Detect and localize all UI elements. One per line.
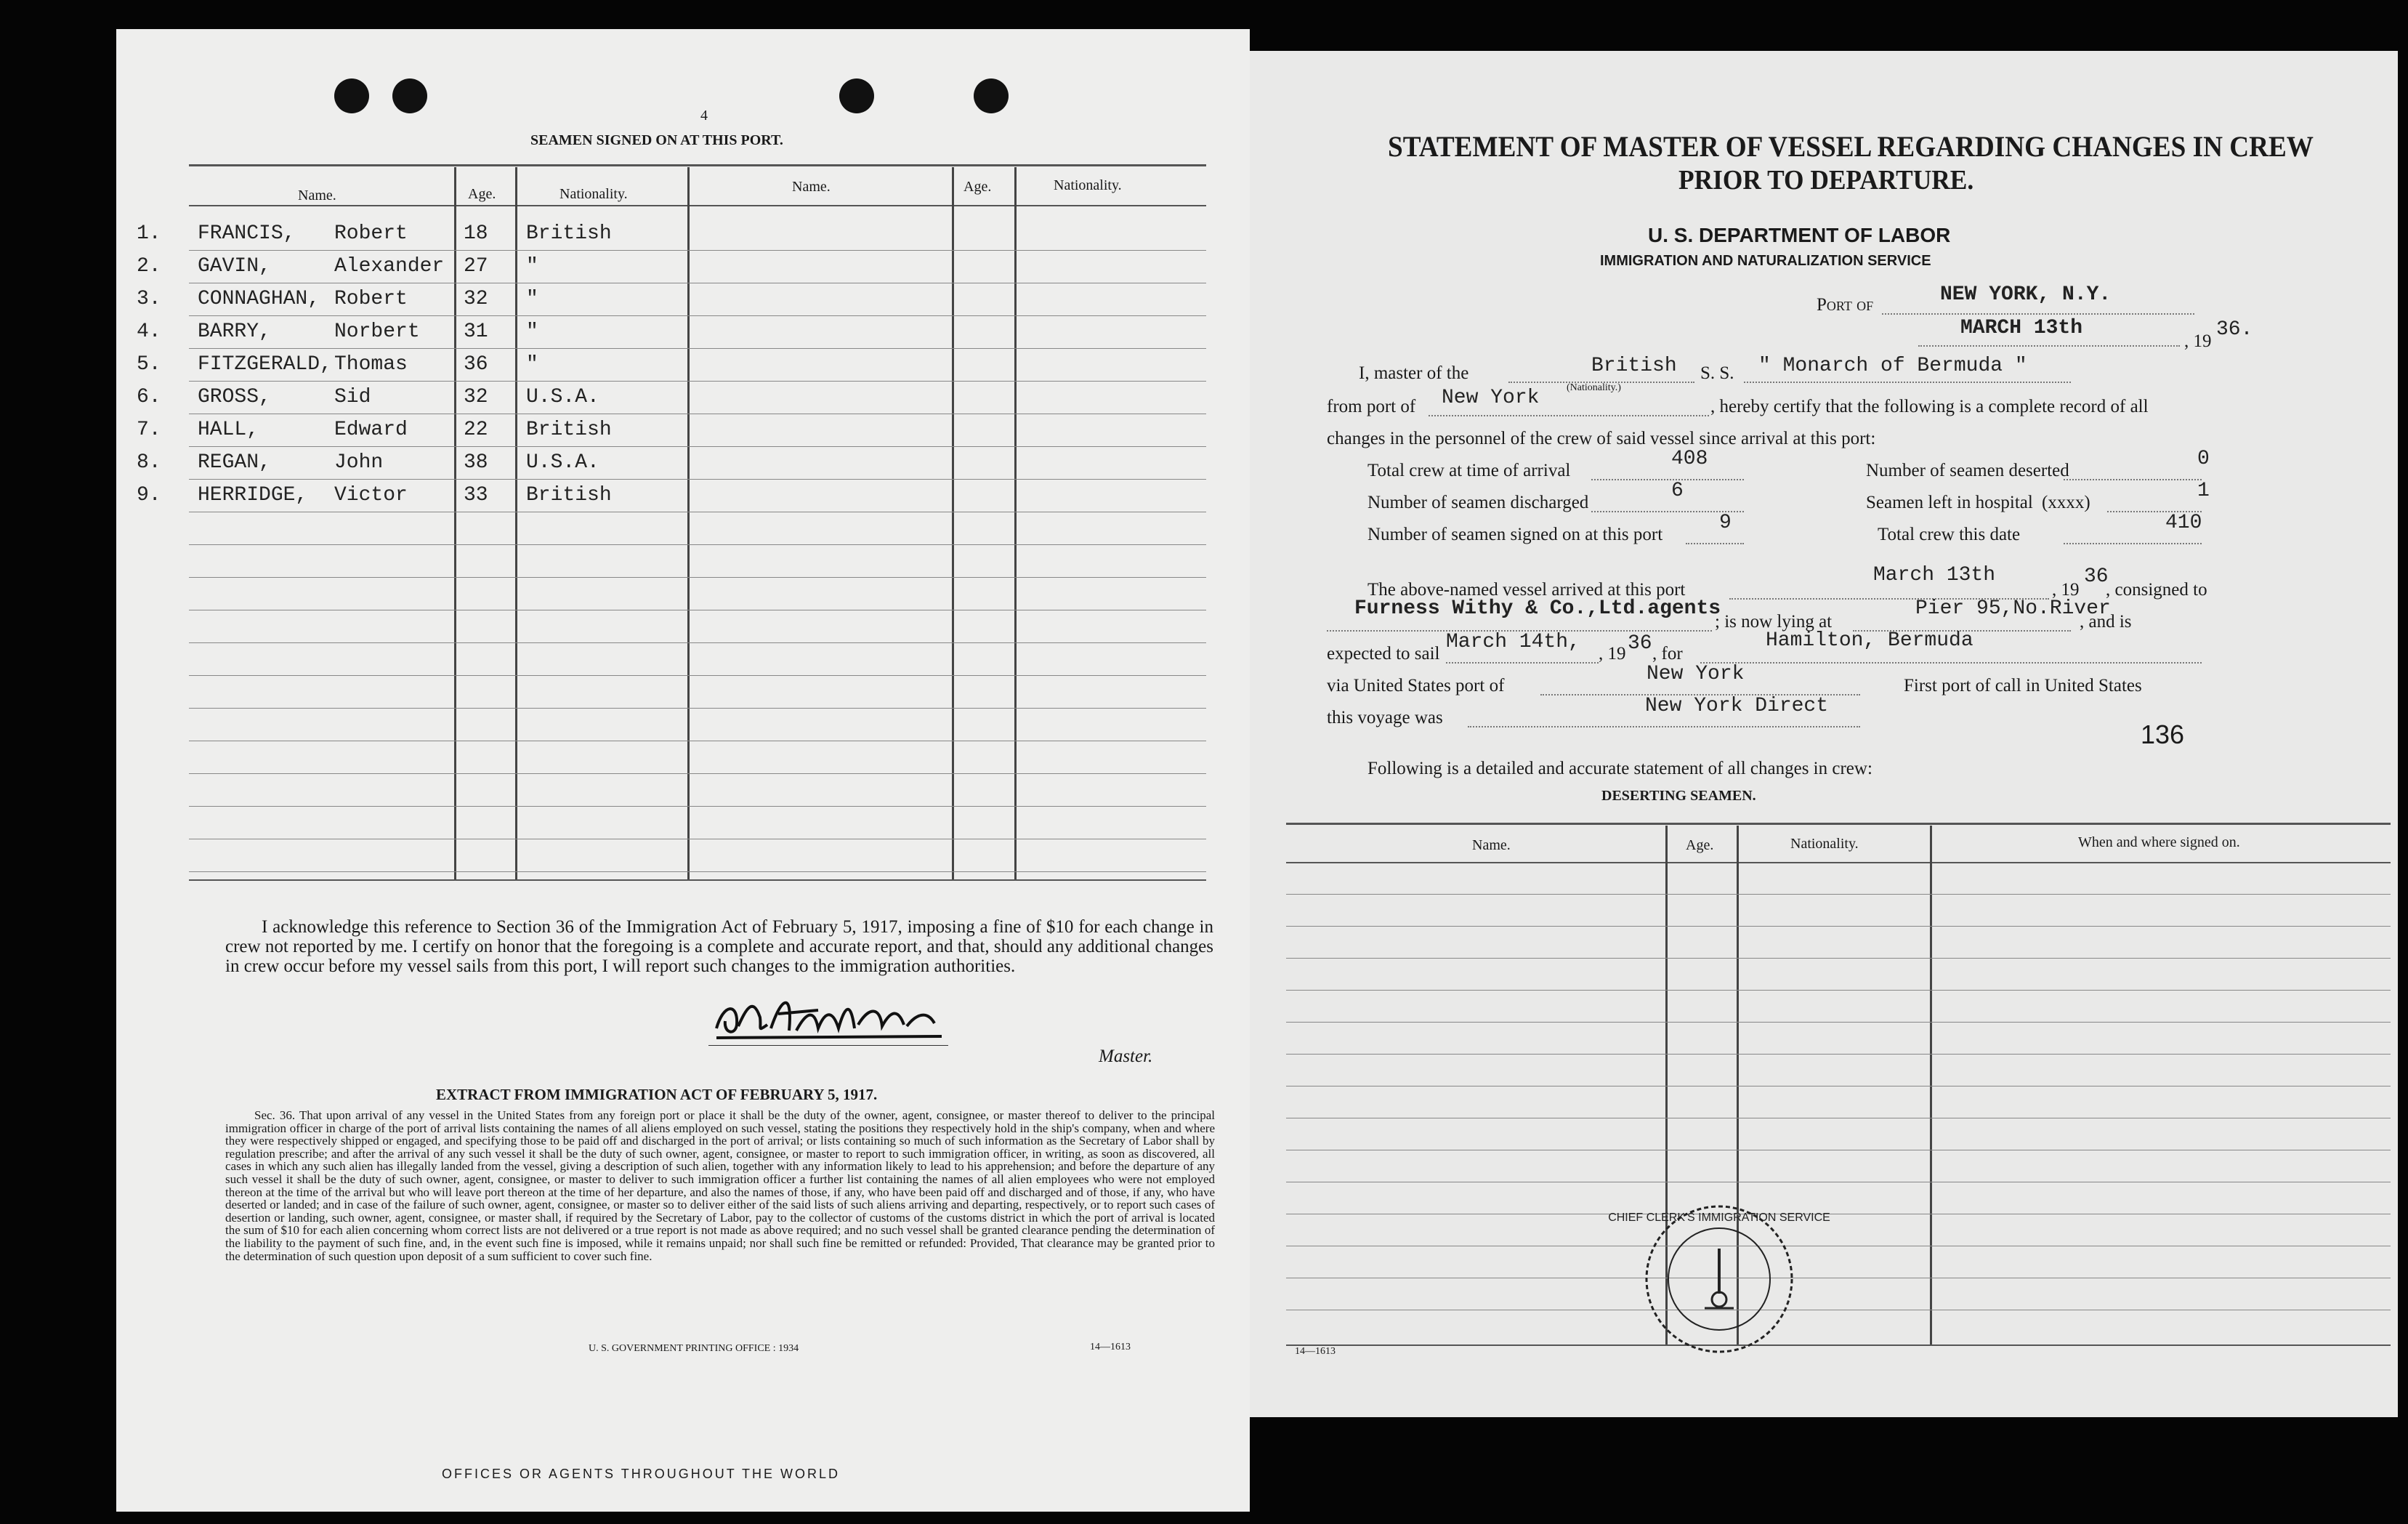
seaman-nationality: "	[526, 255, 538, 278]
department: U. S. DEPARTMENT OF LABOR	[1648, 224, 1951, 246]
via-value: New York	[1647, 663, 1745, 685]
seaman-given-name: John	[334, 451, 384, 474]
row-rule	[1286, 926, 2391, 927]
ship-value: " Monarch of Bermuda "	[1758, 355, 2027, 377]
stamp-text: CHIEF CLERK'S IMMIGRATION SERVICE	[1608, 1211, 1830, 1224]
row-number: 1.	[137, 222, 161, 245]
bottom-text: OFFICES OR AGENTS THROUGHOUT THE WORLD	[442, 1467, 841, 1481]
year-value: 36.	[2216, 318, 2253, 341]
row-rule	[189, 479, 1206, 480]
column-divider	[952, 167, 954, 879]
seaman-age: 32	[464, 386, 488, 408]
seaman-age: 27	[464, 255, 488, 278]
seaman-surname: BARRY,	[198, 320, 271, 343]
seaman-given-name: Thomas	[334, 353, 408, 376]
form-number-left: 14—1613	[1090, 1342, 1131, 1352]
column-divider	[515, 167, 517, 879]
via-label: via United States port of	[1327, 676, 1505, 696]
row-rule	[189, 871, 1206, 872]
arrived-year-value: 36	[2084, 565, 2109, 588]
ss-label: S. S.	[1700, 363, 1734, 383]
arrived-year-prefix: , 19	[2052, 580, 2080, 600]
section-title: SEAMEN SIGNED ON AT THIS PORT.	[530, 132, 783, 148]
seaman-nationality: U.S.A.	[526, 386, 599, 408]
left-page	[116, 29, 1250, 1512]
row-number: 4.	[137, 320, 161, 343]
seaman-given-name: Edward	[334, 419, 408, 441]
row-rule	[189, 315, 1206, 316]
seaman-surname: HERRIDGE,	[198, 484, 308, 507]
seaman-given-name: Robert	[334, 222, 408, 245]
row-rule	[189, 773, 1206, 774]
seaman-given-name: Sid	[334, 386, 371, 408]
row-rule	[1286, 958, 2391, 959]
deserted-value: 0	[2197, 448, 2210, 470]
row-rule	[189, 708, 1206, 709]
stamp-number: 136	[2141, 719, 2185, 749]
seaman-nationality: "	[526, 320, 538, 343]
row-number: 2.	[137, 255, 161, 278]
acknowledgement-text: I acknowledge this reference to Section 36 of the Immigration Act of February 5, 1917, imposing a fine of $10 for each change in crew not reported by me. I certify on honor that the foregoing is a complete and accurate report, and that, should any additional changes in crew occur before my vessel sails from this port, I will report such changes to the immigration authorities.	[225, 917, 1213, 976]
seaman-age: 36	[464, 353, 488, 376]
master-label: Master.	[1099, 1047, 1153, 1066]
header-nationality: Nationality.	[559, 186, 628, 202]
page-number: 4	[700, 108, 708, 124]
signed-on-fill-line	[1686, 542, 1744, 544]
discharged-value: 6	[1671, 480, 1684, 502]
punch-hole	[839, 78, 874, 113]
row-rule	[189, 544, 1206, 545]
seaman-surname: FRANCIS,	[198, 222, 296, 245]
seaman-surname: HALL,	[198, 419, 259, 441]
extract-body: Sec. 36. That upon arrival of any vessel in the United States from any foreign port or place it shall be the duty of the owner, agent, consignee, or master thereof to deliver to the principal immigration officer in charge of the port of arrival lists containing the names of all aliens employed on such vessel, stating the positions they respectively hold in the ship's company, when and where they were respectively shipped or engaged, and specifying those to be paid off and discharged in the port of arrival; or lists containing so much of such information as the Secretary of Labor shall by regulation prescribe; and after the arrival of any such vessel it shall be the duty of such owner, agent, consignee, or master to report to such immigration officer, in writing, as soon as discovered, all cases in which any such alien has illegally landed from the vessel, giving a description of such alien, together with any information likely to lead to his apprehension; and before the departure of any such vessel it shall be the duty of such owner, agent, consignee, or master to deliver to such immigration officer a further list containing the names of all alien employees who were not employed thereon at the time of the arrival but who will leave port thereon at the time of her departure, and also the names of those, if any, who have been paid off and discharged and of those, if any, who have deserted or landed; and in case of the failure of such owner, agent, consignee, or master so to deliver either of the said lists of such aliens arriving and departing, respectively, or to report such cases of desertion or landing, such owner, agent, consignee, or master shall, if required by the Secretary of Labor, pay to the collector of customs of the customs district in which the port of arrival is located the sum of $10 for each alien concerning whom correct lists are not delivered or a true report is not made as above required; and no such vessel shall be granted clearance pending the determination of the liability to the payment of such fine, and, in the event such fine is imposed, while it remains unpaid; nor shall such fine be remitted or refunded: Provided, That clearance may be granted prior to the determination of such question upon deposit of a sum sufficient to cover such fine.	[225, 1108, 1215, 1263]
row-rule	[1286, 1054, 2391, 1055]
hospital-label: Seamen left in hospital	[1866, 493, 2033, 512]
signature-line	[708, 1045, 948, 1046]
lying-label: ; is now lying at	[1715, 612, 1833, 632]
header-nationality-2: Nationality.	[1054, 177, 1122, 193]
service: IMMIGRATION AND NATURALIZATION SERVICE	[1600, 253, 1931, 269]
deserting-table-header-rule	[1286, 862, 2391, 863]
form-number-right: 14—1613	[1295, 1346, 1336, 1357]
hospital-note: (xxxx)	[2042, 493, 2090, 512]
deserting-table-bottom	[1286, 1344, 2391, 1346]
total-crew-arrival-label: Total crew at time of arrival	[1367, 461, 1571, 480]
total-crew-arrival-value: 408	[1671, 448, 1708, 470]
signed-on-value: 9	[1719, 512, 1732, 534]
expected-label: expected to sail	[1327, 644, 1440, 664]
seaman-nationality: British	[526, 419, 612, 441]
first-port-label: First port of call in United States	[1904, 676, 2142, 696]
table-header-rule	[189, 205, 1206, 206]
row-rule	[189, 577, 1206, 578]
row-rule	[189, 675, 1206, 676]
row-number: 8.	[137, 451, 161, 474]
total-crew-date-fill-line	[2064, 542, 2202, 544]
seaman-nationality: "	[526, 353, 538, 376]
destination-fill-line	[1700, 661, 2202, 664]
total-crew-arrival-fill-line	[1591, 478, 1744, 480]
hospital-value: 1	[2197, 480, 2210, 502]
deserting-title: DESERTING SEAMEN.	[1601, 788, 1756, 804]
form-title-line1: STATEMENT OF MASTER OF VESSEL REGARDING CHANGES IN CREW	[1388, 130, 2314, 163]
row-number: 5.	[137, 353, 161, 376]
header-name: Name.	[298, 188, 336, 203]
deserting-header-age: Age.	[1686, 837, 1714, 853]
column-divider	[687, 167, 690, 879]
port-value: NEW YORK, N.Y.	[1940, 283, 2112, 306]
from-port-label: from port of	[1327, 397, 1416, 416]
voyage-value: New York Direct	[1645, 695, 1829, 717]
following-text: Following is a detailed and accurate statement of all changes in crew:	[1367, 759, 1872, 778]
seaman-surname: GROSS,	[198, 386, 271, 408]
port-fill-line	[1882, 313, 2194, 315]
port-label: Port of	[1817, 295, 1874, 315]
row-number: 6.	[137, 386, 161, 408]
row-number: 7.	[137, 419, 161, 441]
row-rule	[189, 806, 1206, 807]
row-rule	[189, 348, 1206, 349]
seaman-nationality: British	[526, 484, 612, 507]
row-rule	[1286, 1022, 2391, 1023]
sail-year-value: 36	[1628, 632, 1652, 655]
column-divider	[454, 167, 456, 879]
punch-hole	[334, 78, 369, 113]
ship-fill-line	[1744, 381, 2071, 383]
row-number: 9.	[137, 484, 161, 507]
deserted-fill-line	[2064, 478, 2202, 480]
discharged-label: Number of seamen discharged	[1367, 493, 1589, 512]
column-divider	[1930, 826, 1932, 1344]
master-signature	[709, 988, 956, 1047]
seaman-surname: CONNAGHAN,	[198, 288, 320, 310]
seaman-nationality: British	[526, 222, 612, 245]
arrived-value: March 13th	[1873, 564, 1996, 586]
punch-hole	[974, 78, 1009, 113]
deserting-table-top	[1286, 823, 2391, 825]
seaman-nationality: U.S.A.	[526, 451, 599, 474]
seaman-given-name: Robert	[334, 288, 408, 310]
from-port-fill-line	[1429, 414, 1709, 416]
row-rule	[189, 381, 1206, 382]
sail-year-prefix: , 19	[1599, 644, 1626, 664]
extract-title: EXTRACT FROM IMMIGRATION ACT OF FEBRUARY 5, 1917.	[436, 1086, 878, 1103]
deserting-header-when-where: When and where signed on.	[2078, 834, 2240, 850]
consigned-label: , consigned to	[2106, 580, 2207, 600]
date-fill-line	[1918, 344, 2180, 347]
from-port-value: New York	[1442, 387, 1540, 409]
seaman-given-name: Alexander	[334, 255, 445, 278]
destination-value: Hamilton, Bermuda	[1766, 629, 1973, 652]
seaman-surname: REGAN,	[198, 451, 271, 474]
seaman-age: 33	[464, 484, 488, 507]
deserting-header-name: Name.	[1472, 837, 1511, 853]
punch-hole	[392, 78, 427, 113]
sail-date-fill-line	[1446, 661, 1599, 664]
master-of-label: I, master of the	[1359, 363, 1469, 383]
seaman-surname: GAVIN,	[198, 255, 271, 278]
sail-date-value: March 14th,	[1446, 631, 1580, 653]
nationality-caption: (Nationality.)	[1567, 382, 1621, 393]
voyage-label: this voyage was	[1327, 708, 1443, 727]
right-page	[1250, 51, 2398, 1417]
seaman-nationality: "	[526, 288, 538, 310]
seaman-age: 32	[464, 288, 488, 310]
seaman-surname: FITZGERALD,	[198, 353, 332, 376]
table-bottom-rule	[189, 879, 1206, 881]
seaman-age: 18	[464, 222, 488, 245]
year-prefix: , 19	[2184, 331, 2212, 351]
header-name-2: Name.	[792, 179, 831, 195]
seaman-age: 22	[464, 419, 488, 441]
deserting-header-nationality: Nationality.	[1790, 836, 1859, 852]
seaman-given-name: Victor	[334, 484, 408, 507]
row-rule	[189, 642, 1206, 643]
table-top-rule	[189, 164, 1206, 166]
immigration-stamp	[1608, 1192, 1830, 1366]
printing-office: U. S. GOVERNMENT PRINTING OFFICE : 1934	[589, 1343, 799, 1354]
voyage-fill-line	[1468, 725, 1860, 727]
arrived-label: The above-named vessel arrived at this port	[1367, 580, 1686, 600]
row-rule	[1286, 990, 2391, 991]
seaman-age: 31	[464, 320, 488, 343]
header-age: Age.	[468, 186, 496, 202]
date-value: MARCH 13th	[1960, 317, 2083, 339]
signed-on-label: Number of seamen signed on at this port	[1367, 525, 1663, 544]
consignee-value: Furness Withy & Co.,Ltd.agents	[1354, 597, 1721, 620]
row-number: 3.	[137, 288, 161, 310]
for-label: , for	[1652, 644, 1683, 664]
seaman-age: 38	[464, 451, 488, 474]
row-rule	[189, 446, 1206, 447]
deserted-label: Number of seamen deserted	[1866, 461, 2069, 480]
nationality-value: British	[1591, 355, 1677, 377]
total-crew-date-value: 410	[2165, 512, 2202, 534]
and-is-label: , and is	[2080, 612, 2132, 632]
column-divider	[1014, 167, 1017, 879]
header-age-2: Age.	[963, 179, 992, 195]
row-rule	[1286, 894, 2391, 895]
row-rule	[189, 250, 1206, 251]
lying-value: Pier 95,No.River	[1915, 597, 2111, 620]
total-crew-date-label: Total crew this date	[1878, 525, 2021, 544]
form-title-line2: PRIOR TO DEPARTURE.	[1678, 165, 1974, 195]
seaman-given-name: Norbert	[334, 320, 420, 343]
changes-text: changes in the personnel of the crew of said vessel since arrival at this port:	[1327, 429, 1876, 448]
certify-text: , hereby certify that the following is a complete record of all	[1710, 397, 2149, 416]
